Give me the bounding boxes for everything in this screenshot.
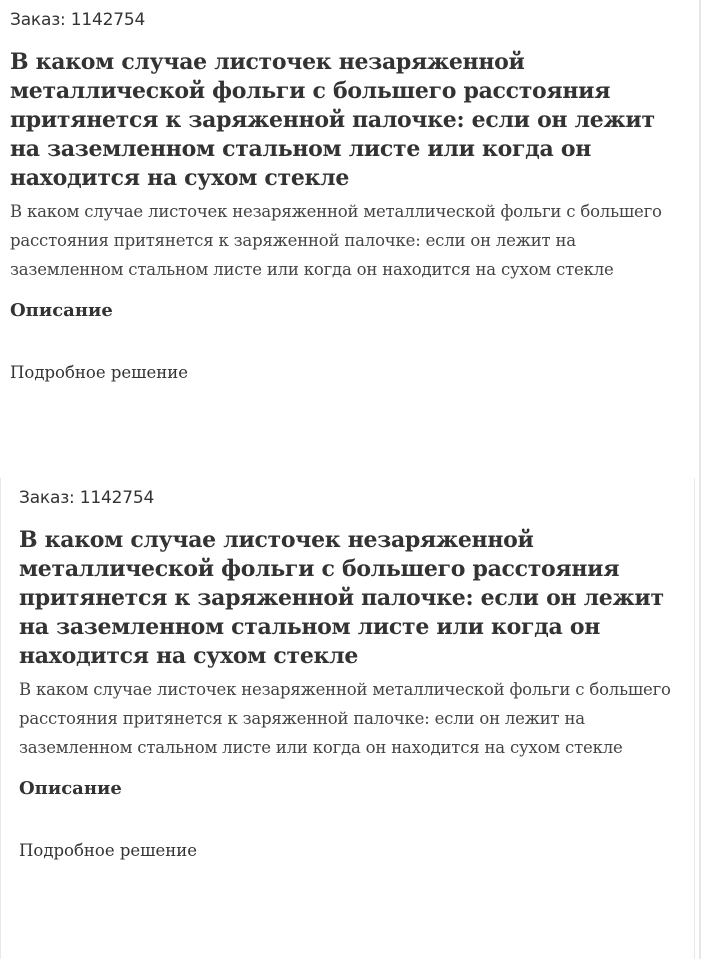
detailed-solution-link[interactable]: Подробное решение — [19, 841, 198, 860]
order-card-2 — [0, 478, 695, 959]
description-heading: Описание — [10, 300, 113, 321]
order-card-1 — [0, 0, 690, 387]
question-title: В каком случае листочек незаряженной металлической фольги с большего расстояния притянется к заряженной палочке: если он лежит на заземленном стальном листе или когда он находится на сухом стекле — [19, 527, 664, 669]
question-text: В каком случае листочек незаряженной металлической фольги с большего расстояния притянется к заряженной палочке: если он лежит на заземленном стальном листе или когда он находится на сухом стекле — [19, 680, 671, 757]
question-title: В каком случае листочек незаряженной металлической фольги с большего расстояния притянется к заряженной палочке: если он лежит на заземленном стальном листе или когда он находится на сухом стекле — [10, 49, 655, 191]
order-number: Заказ: 1142754 — [10, 10, 146, 30]
question-text: В каком случае листочек незаряженной металлической фольги с большего расстояния притянется к заряженной палочке: если он лежит на заземленном стальном листе или когда он находится на сухом стекле — [10, 202, 662, 279]
detailed-solution-link[interactable]: Подробное решение — [10, 363, 189, 382]
description-heading: Описание — [19, 778, 122, 799]
order-number: Заказ: 1142754 — [19, 488, 155, 508]
